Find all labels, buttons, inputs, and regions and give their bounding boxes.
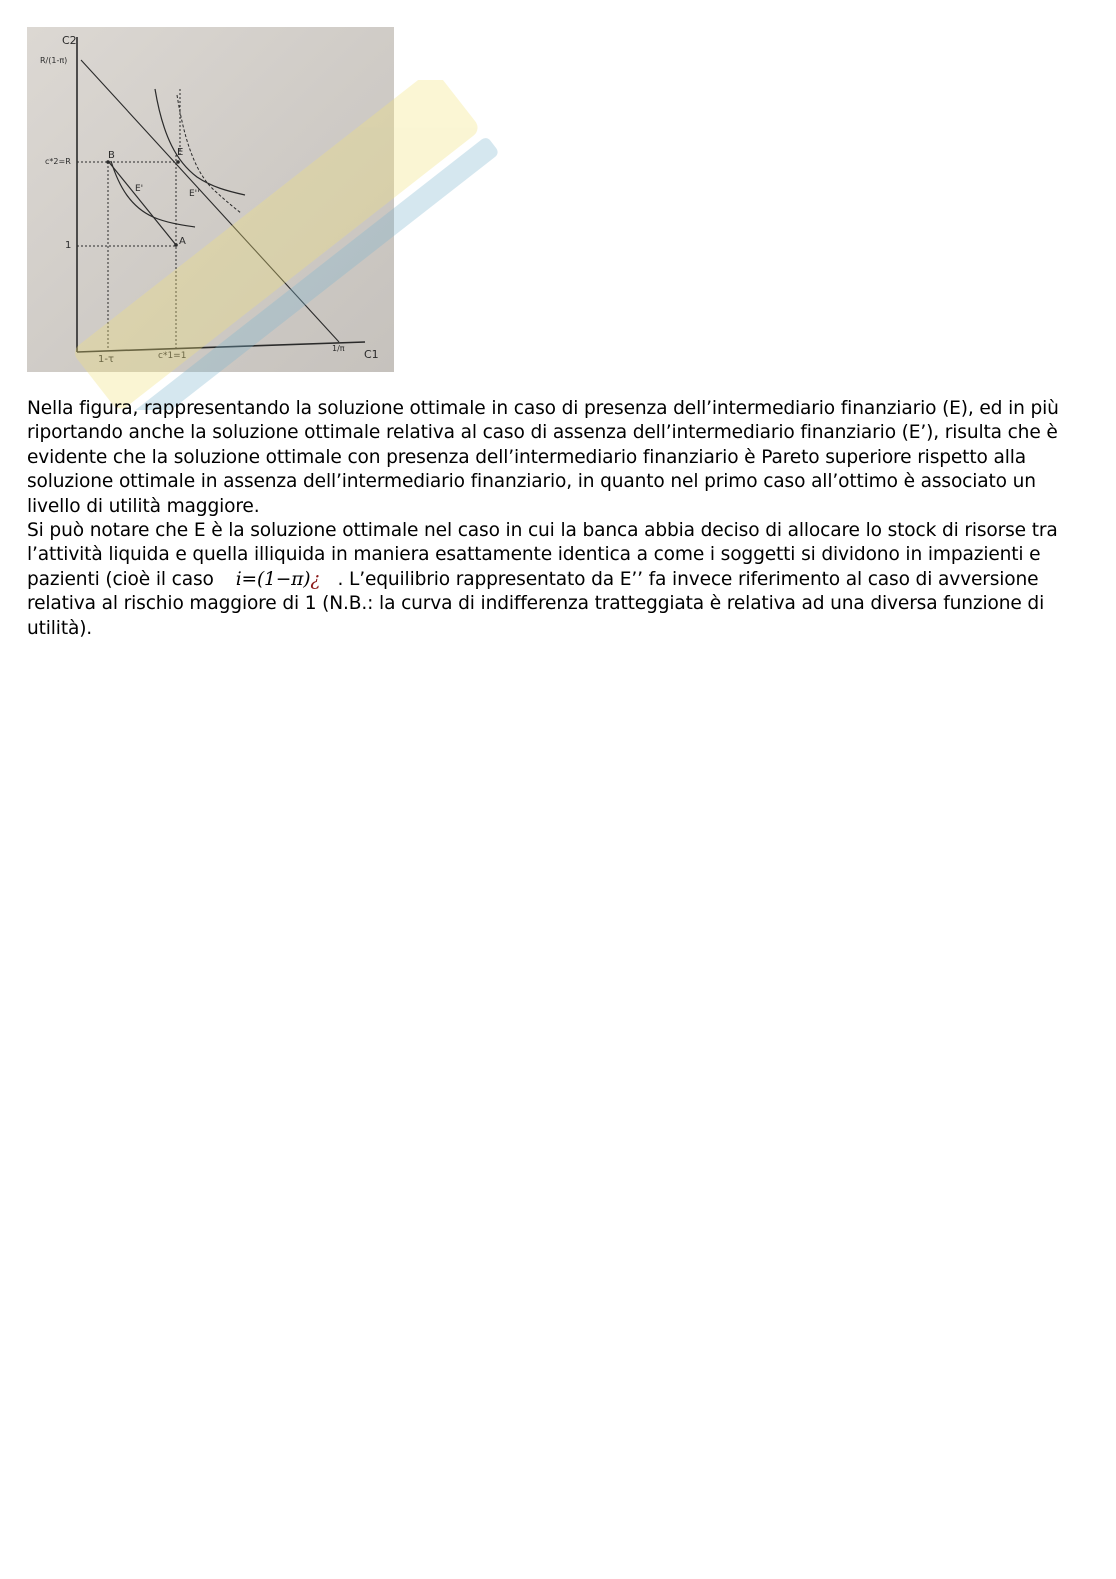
budget-line [81,60,339,342]
label-A: A [179,236,186,247]
label-E1: E' [135,184,144,194]
body-text [27,397,1089,641]
y-tick-c2: c*2=R [45,157,71,166]
y-tick-1: 1 [65,240,72,251]
paragraph-2-part-2: . L’equilibrio rappresentato da E’’ fa invece riferimento al caso di avversione relativa al rischio maggiore di 1 (N.B.: la curva di indifferenza tratteggiata è relativa ad una diversa funzione di utilità). [27,568,1045,639]
y-axis-label: C2 [62,34,77,47]
indifference-curve-E2-dashed [177,95,241,213]
label-E2: E'' [189,189,200,199]
label-B: B [108,150,115,161]
y-tick-top: R/(1-π) [40,56,68,65]
paragraph-2 [27,519,1089,641]
figure-graph [27,27,394,372]
paragraph-2-part-1: Si può notare che E è la soluzione ottimale nel caso in cui la banca abbia deciso di allocare lo stock di risorse tra l’attività liquida e quella illiquida in maniera esattamente identica a come i soggetti si dividono in impazienti e pazienti (cioè il caso [27,520,1058,590]
x-tick-c1: c*1=1 [158,351,187,361]
point-E [176,160,180,164]
indifference-curve-E [155,89,245,195]
point-A [174,243,178,247]
paragraph-1: Nella figura, rappresentando la soluzione ottimale in caso di presenza dell’intermediario finanziario (E), ed in più riportando anche la soluzione ottimale relativa al caso di assenza dell’intermediario finanziario (E’), risulta che è evidente che la soluzione ottimale con presenza dell’intermediario finanziario è Pareto superiore rispetto alla soluzione ottimale in assenza dell’intermediario finanziario, in quanto nel primo caso all’ottimo è associato un livello di utilità maggiore. [27,398,1059,517]
x-axis [77,342,365,352]
label-E: E [177,147,184,158]
formula-text: i=(1−π) [235,568,311,590]
x-axis-label: C1 [364,348,379,361]
x-tick-1-pi: 1/π [332,344,345,353]
formula [214,569,320,590]
economic-figure [27,27,394,372]
x-tick-1-tau: 1-τ [98,354,114,365]
formula-glyph: ¿ [310,568,321,590]
autarky-line [108,161,176,245]
